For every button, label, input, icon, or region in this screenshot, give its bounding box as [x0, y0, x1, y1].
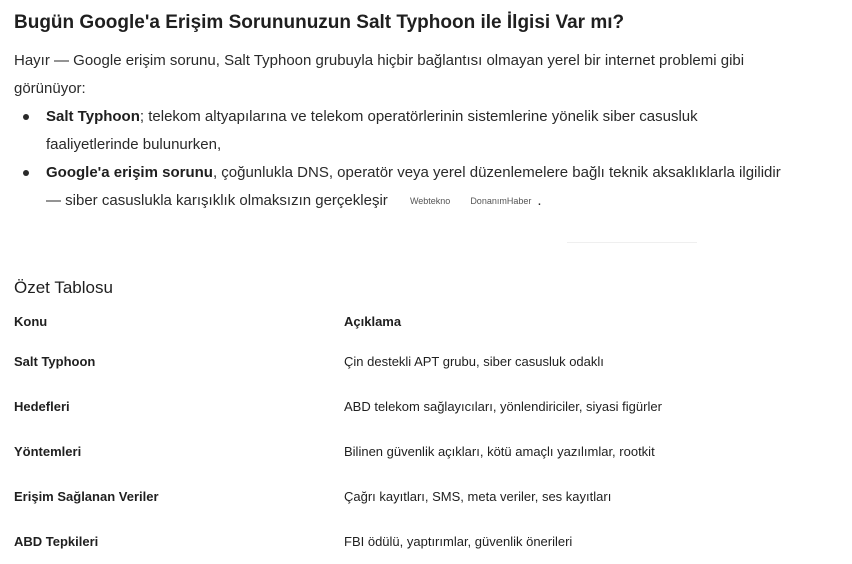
column-header-topic: Konu — [14, 313, 48, 329]
table-row — [14, 339, 824, 384]
row-topic: Salt Typhoon — [14, 354, 96, 369]
bullet-icon — [23, 114, 29, 120]
response-heading: Bugün Google'a Erişim Sorununuzun Salt Typhoon ile İlgisi Var mı? — [14, 12, 625, 33]
table-row — [14, 384, 824, 429]
bullet-list — [14, 103, 784, 215]
row-description: ABD telekom sağlayıcıları, yönlendiriciler, siyasi figürler — [344, 399, 662, 414]
bullet-text: , çoğunlukla DNS, operatör veya yerel düzenlemelere bağlı teknik aksaklıklarla ilgilidir — siber casuslukla karışıklık olmaksızın gerçekleşir — [46, 164, 781, 209]
divider — [567, 242, 697, 243]
bullet-text: ; telekom altyapılarına ve telekom operatörlerinin sistemlerine yönelik siber casusluk faaliyetlerinde bulunurken, — [46, 108, 698, 153]
column-header-description: Açıklama — [344, 313, 402, 329]
row-topic: Yöntemleri — [14, 444, 82, 459]
row-topic: ABD Tepkileri — [14, 534, 99, 549]
table-header-row — [14, 303, 824, 339]
list-item — [14, 159, 784, 215]
source-link-donanimhaber[interactable]: DonanımHaber — [470, 196, 532, 207]
table-row — [14, 429, 824, 474]
list-item — [14, 103, 784, 159]
bullet-bold-label: Salt Typhoon — [46, 108, 140, 125]
row-description: FBI ödülü, yaptırımlar, güvenlik önerileri — [344, 534, 573, 549]
bullet-bold-label: Google'a erişim sorunu — [46, 164, 213, 181]
table-row — [14, 519, 824, 564]
summary-title: Özet Tablosu — [14, 278, 113, 297]
row-description: Bilinen güvenlik açıkları, kötü amaçlı yazılımlar, rootkit — [344, 444, 655, 459]
row-description: Çin destekli APT grubu, siber casusluk odaklı — [344, 354, 604, 369]
row-description: Çağrı kayıtları, SMS, meta veriler, ses kayıtları — [344, 489, 612, 504]
row-topic: Hedefleri — [14, 399, 70, 414]
row-topic: Erişim Sağlanan Veriler — [14, 489, 159, 504]
intro-paragraph: Hayır — Google erişim sorunu, Salt Typhoon grubuyla hiçbir bağlantısı olmayan yerel bir internet problemi gibi görünüyor: — [14, 52, 745, 97]
bullet-icon — [23, 170, 29, 176]
summary-table — [14, 303, 824, 564]
table-row — [14, 474, 824, 519]
source-link-webtekno[interactable]: Webtekno — [409, 196, 451, 207]
trailing-period: . — [537, 192, 542, 209]
